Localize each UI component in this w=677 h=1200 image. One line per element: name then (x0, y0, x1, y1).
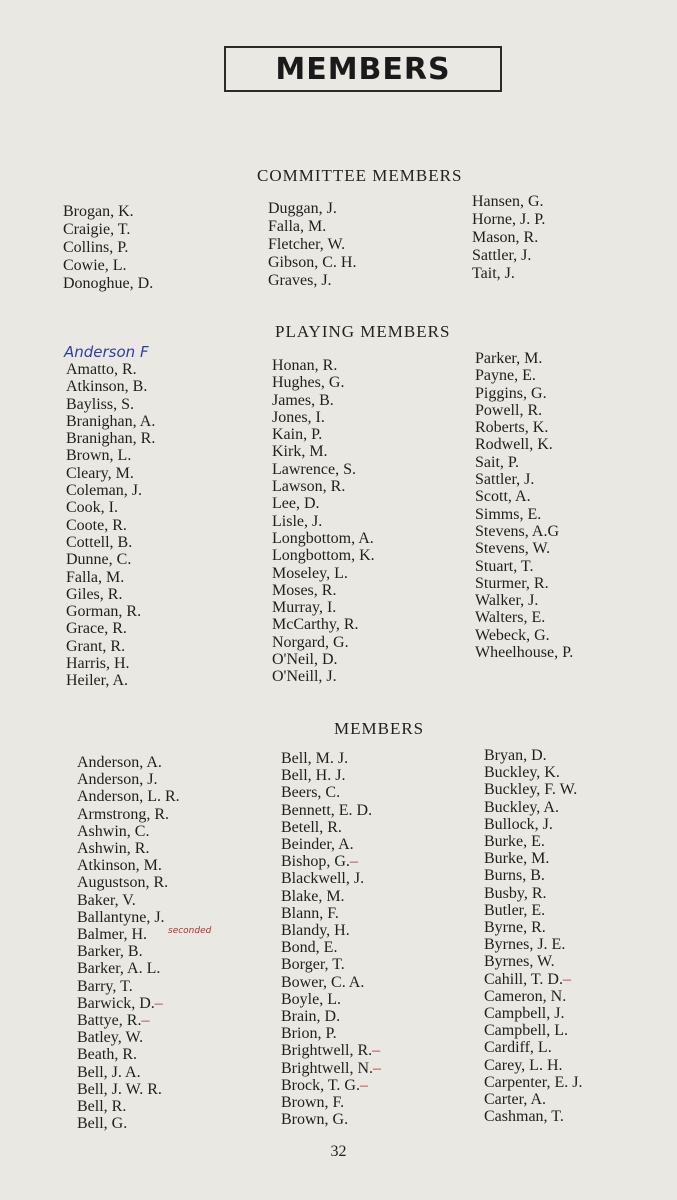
member-name: Brightwell, N.– (281, 1059, 381, 1077)
member-name: Hughes, G. (272, 374, 345, 392)
member-name: Graves, J. (268, 272, 332, 289)
member-name: Campbell, J. (484, 1005, 565, 1023)
handwritten-annotation-red: seconded (168, 926, 212, 936)
member-name: Cowie, L. (63, 257, 127, 274)
member-name: Bond, E. (281, 939, 338, 957)
member-name: Bower, C. A. (281, 973, 365, 991)
member-name: Buckley, A. (484, 798, 559, 816)
member-name: Burns, B. (484, 867, 545, 885)
member-name: Blake, M. (281, 887, 345, 905)
member-name: Moses, R. (272, 581, 337, 599)
member-name: Amatto, R. (66, 361, 137, 378)
member-name: Gorman, R. (66, 603, 142, 621)
member-name: Balmer, H. (77, 926, 148, 944)
member-name: Branighan, R. (66, 430, 156, 448)
member-name: Gibson, C. H. (268, 254, 357, 271)
member-name: Powell, R. (475, 401, 543, 419)
member-name: Sattler, J. (472, 247, 532, 264)
member-name: Horne, J. P. (472, 211, 546, 228)
member-name: Byrnes, J. E. (484, 936, 566, 954)
member-name: Bell, M. J. (281, 750, 349, 767)
member-name: Bishop, G.– (281, 853, 358, 871)
member-name: Carter, A. (484, 1091, 547, 1109)
member-name: Carey, L. H. (484, 1056, 563, 1074)
member-name: Bell, H. J. (281, 767, 346, 785)
member-name: Brogan, K. (63, 203, 134, 220)
red-dash-mark: – (349, 853, 358, 871)
member-name: Burke, M. (484, 850, 550, 868)
member-name: Payne, E. (475, 367, 536, 385)
member-name: Rodwell, K. (475, 436, 553, 454)
red-dash-mark: – (359, 1076, 368, 1094)
member-name: Mason, R. (472, 229, 539, 246)
playing-col-3 (475, 350, 573, 661)
member-name: Cashman, T. (484, 1108, 564, 1126)
member-name: Atkinson, M. (77, 857, 162, 875)
member-name: Stevens, A.G (475, 522, 559, 540)
member-name: Tait, J. (472, 265, 515, 282)
member-name: Scott, A. (475, 488, 531, 506)
member-name: Bennett, E. D. (281, 801, 373, 819)
member-name: Cahill, T. D.– (484, 970, 571, 988)
member-name: Wheelhouse, P. (475, 644, 574, 662)
member-name: Hansen, G. (472, 193, 544, 210)
member-name: Battye, R.– (77, 1012, 150, 1030)
member-name: Brown, G. (281, 1111, 349, 1129)
red-dash-mark: – (141, 1012, 150, 1030)
committee-col-1 (63, 203, 153, 293)
member-name: Coote, R. (66, 516, 127, 534)
committee-col-2 (268, 200, 356, 290)
members-heading: MEMBERS (334, 719, 425, 738)
member-name: Brown, F. (281, 1094, 345, 1112)
member-name: Duggan, J. (268, 200, 337, 217)
member-name: Anderson, A. (77, 754, 162, 771)
member-name: Lawson, R. (272, 478, 346, 496)
member-name: Longbottom, A. (272, 529, 374, 547)
member-name: Brain, D. (281, 1008, 341, 1026)
member-name: Jones, I. (272, 408, 325, 426)
member-name: Betell, R. (281, 818, 342, 836)
member-name: Boyle, L. (281, 990, 341, 1008)
member-name: Byrnes, W. (484, 953, 555, 971)
member-name: Barker, B. (77, 943, 143, 961)
member-name: Branighan, A. (66, 412, 156, 430)
member-name: O'Neill, J. (272, 668, 337, 686)
member-name: Cameron, N. (484, 987, 567, 1005)
member-name: Cardiff, L. (484, 1039, 552, 1057)
page-number: 32 (330, 1143, 347, 1160)
member-name: Cook, I. (66, 499, 118, 517)
member-name: Brown, L. (66, 447, 132, 465)
member-name: Kain, P. (272, 426, 323, 444)
member-name: Roberts, K. (475, 419, 549, 437)
member-name: Lawrence, S. (272, 460, 356, 478)
member-name: Batley, W. (77, 1029, 144, 1047)
member-name: Anderson, L. R. (77, 788, 180, 806)
member-name: Ballantyne, J. (77, 908, 165, 926)
member-name: Dunne, C. (66, 551, 132, 569)
member-name: Stuart, T. (475, 557, 534, 575)
member-name: Walker, J. (475, 592, 539, 610)
member-name: James, B. (272, 391, 334, 409)
member-name: Donoghue, D. (63, 275, 154, 292)
member-name: Busby, R. (484, 884, 547, 902)
member-name: Piggins, G. (475, 384, 547, 402)
member-name: Kirk, M. (272, 443, 328, 461)
member-name: Borger, T. (281, 956, 345, 974)
member-name: Barry, T. (77, 977, 133, 995)
member-name: Sturmer, R. (475, 574, 549, 592)
member-name: Webeck, G. (475, 626, 550, 644)
member-name: Sait, P. (475, 453, 520, 471)
member-name: Grant, R. (66, 637, 126, 655)
members-col-3 (484, 747, 582, 1125)
member-name: Bell, J. A. (77, 1063, 141, 1081)
member-name: Bullock, J. (484, 815, 553, 833)
member-name: Atkinson, B. (66, 378, 148, 396)
member-name: Falla, M. (268, 218, 327, 235)
member-name: Augustson, R. (77, 874, 169, 892)
member-name: Blandy, H. (281, 922, 350, 940)
member-name: Collins, P. (63, 239, 129, 256)
member-name: Honan, R. (272, 357, 338, 374)
member-name: Moseley, L. (272, 564, 348, 582)
member-name: Buckley, F. W. (484, 781, 578, 799)
member-name: Bell, J. W. R. (77, 1080, 162, 1098)
member-name: Norgard, G. (272, 633, 349, 651)
red-dash-mark: – (373, 1059, 381, 1077)
member-name: Sattler, J. (475, 471, 535, 489)
playing-col-2 (272, 357, 375, 686)
member-name: Heiler, A. (66, 672, 129, 690)
member-name: Bayliss, S. (66, 395, 135, 413)
playing-heading: PLAYING MEMBERS (275, 322, 451, 341)
member-name: Grace, R. (66, 620, 127, 638)
member-name: Lee, D. (272, 495, 320, 513)
member-name: Giles, R. (66, 585, 123, 603)
member-name: Simms, E. (475, 505, 542, 523)
member-name: Buckley, K. (484, 764, 560, 782)
red-dash-mark: – (372, 1042, 381, 1060)
member-name: Bryan, D. (484, 747, 547, 764)
member-name: Bell, R. (77, 1098, 127, 1116)
member-name: Cottell, B. (66, 533, 133, 551)
members-col-1 (77, 754, 180, 1132)
member-name: Beinder, A. (281, 836, 354, 854)
committee-heading: COMMITTEE MEMBERS (257, 166, 463, 185)
member-name: Blackwell, J. (281, 870, 365, 888)
member-name: Falla, M. (66, 568, 125, 586)
member-name: Beers, C. (281, 784, 341, 802)
member-name: Campbell, L. (484, 1022, 568, 1040)
member-name: Blann, F. (281, 904, 339, 922)
member-name: Byrne, R. (484, 919, 546, 937)
member-name: Barwick, D.– (77, 994, 163, 1012)
member-name: Lisle, J. (272, 512, 323, 530)
member-name: Baker, V. (77, 891, 136, 909)
member-name: Burke, E. (484, 833, 545, 851)
member-name: Brock, T. G.– (281, 1076, 368, 1094)
committee-col-3 (472, 193, 545, 283)
member-name: O'Neil, D. (272, 651, 338, 669)
member-name: Butler, E. (484, 901, 546, 919)
member-name: McCarthy, R. (272, 616, 359, 634)
members-col-2 (281, 750, 381, 1128)
member-name: Cleary, M. (66, 464, 134, 482)
member-name: Coleman, J. (66, 482, 142, 500)
member-name: Ashwin, R. (77, 840, 150, 858)
member-name: Anderson, J. (77, 771, 158, 789)
member-name: Carpenter, E. J. (484, 1073, 583, 1091)
member-name: Armstrong, R. (77, 805, 169, 823)
member-name: Stevens, W. (475, 540, 551, 558)
member-name: Fletcher, W. (268, 236, 346, 253)
member-name: Barker, A. L. (77, 960, 161, 978)
member-name: Beath, R. (77, 1046, 137, 1064)
red-dash-mark: – (154, 994, 163, 1012)
member-name: Bell, G. (77, 1115, 128, 1133)
member-name: Walters, E. (475, 609, 546, 627)
handwritten-annotation-blue: Anderson F (64, 343, 149, 361)
red-dash-mark: – (562, 970, 571, 988)
page-title: MEMBERS (224, 46, 502, 92)
playing-col-1 (66, 361, 155, 690)
member-name: Murray, I. (272, 599, 337, 617)
member-name: Brion, P. (281, 1025, 337, 1043)
member-name: Parker, M. (475, 350, 543, 367)
member-name: Harris, H. (66, 655, 130, 673)
member-name: Craigie, T. (63, 221, 131, 238)
member-name: Longbottom, K. (272, 547, 375, 565)
member-name: Ashwin, C. (77, 822, 150, 840)
member-name: Brightwell, R.– (281, 1042, 381, 1060)
